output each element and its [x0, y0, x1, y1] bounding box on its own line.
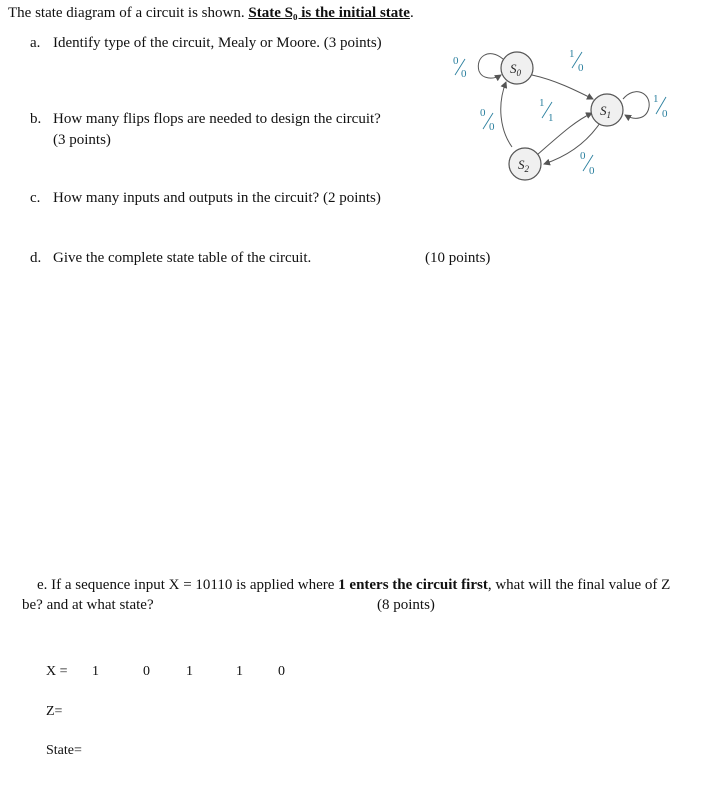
label-s1-to-s2	[580, 150, 595, 177]
state-s1-sub: 1	[606, 110, 611, 120]
label-s1-to-s2-den: 0	[589, 165, 595, 177]
edge-s0-to-s1	[532, 75, 593, 99]
question-e	[37, 577, 670, 594]
x-value: 0	[143, 664, 150, 679]
state-s1-label: S	[600, 103, 607, 118]
state-label: State=	[46, 743, 82, 758]
state-s2	[509, 148, 541, 180]
label-s2-to-s0-den: 0	[489, 121, 495, 133]
question-a-letter: a.	[30, 35, 41, 51]
label-s0-to-s1-den: 0	[578, 62, 584, 74]
question-b-letter: b.	[30, 111, 42, 127]
label-s0-to-s1	[569, 48, 584, 74]
x-value: 1	[236, 664, 243, 679]
question-e-bold: 1 enters the circuit first	[338, 577, 488, 593]
label-s1-self-den: 0	[662, 108, 668, 120]
question-a	[30, 35, 382, 52]
intro-initial-state: State S₀ is the initial state	[248, 5, 410, 21]
label-s0-to-s1-num: 1	[569, 48, 575, 60]
question-b-points: (3 points)	[53, 132, 111, 148]
label-s2-to-s1	[539, 97, 554, 124]
question-b	[30, 111, 381, 128]
state-s0-label: S	[510, 61, 517, 76]
question-e-text-2: , what will the final value of Z	[487, 577, 671, 593]
question-a-text: Identify type of the circuit, Mealy or Moore. (3 points)	[53, 35, 382, 51]
x-value: 1	[186, 664, 193, 679]
state-s2-sub: 2	[524, 164, 529, 174]
question-d-letter: d.	[30, 250, 42, 266]
question-c-text: How many inputs and outputs in the circuit? (2 points)	[53, 190, 381, 206]
edge-s1-self	[623, 92, 649, 119]
label-s2-to-s1-den: 1	[548, 112, 554, 124]
state-s0	[501, 52, 533, 84]
edge-s2-to-s1	[537, 113, 592, 155]
question-e-points: (8 points)	[377, 597, 435, 613]
intro-text	[8, 5, 414, 22]
label-s2-to-s0-num: 0	[480, 107, 486, 119]
x-value: 0	[278, 664, 285, 679]
label-s0-self	[453, 55, 467, 80]
z-label: Z=	[46, 704, 63, 719]
question-e-line-2: be? and at what state?	[22, 597, 154, 613]
edge-s2-to-s0	[501, 82, 512, 147]
label-s1-to-s2-num: 0	[580, 150, 586, 162]
question-e-text-1: e. If a sequence input X = 10110 is applied where	[37, 577, 339, 593]
question-b-text: How many flips flops are needed to design the circuit?	[53, 111, 381, 127]
state-diagram	[445, 35, 685, 185]
label-s0-self-den: 0	[461, 68, 467, 80]
label-s1-self	[653, 93, 668, 120]
state-s1	[591, 94, 623, 126]
question-d-points: (10 points)	[425, 250, 491, 266]
question-d	[30, 250, 311, 267]
x-label: X =	[46, 664, 68, 679]
label-s1-self-num: 1	[653, 93, 659, 105]
label-s2-to-s1-num: 1	[539, 97, 545, 109]
question-c	[30, 190, 381, 207]
state-s0-sub: 0	[516, 68, 521, 78]
edge-s0-self	[478, 54, 503, 78]
question-d-text: Give the complete state table of the circuit.	[53, 250, 312, 266]
state-s2-label: S	[518, 157, 525, 172]
intro-period: .	[409, 5, 414, 21]
intro-plain: The state diagram of a circuit is shown.	[8, 5, 249, 21]
x-value: 1	[92, 664, 99, 679]
label-s0-self-num: 0	[453, 55, 459, 67]
question-c-letter: c.	[30, 190, 41, 206]
label-s2-to-s0	[480, 107, 495, 133]
